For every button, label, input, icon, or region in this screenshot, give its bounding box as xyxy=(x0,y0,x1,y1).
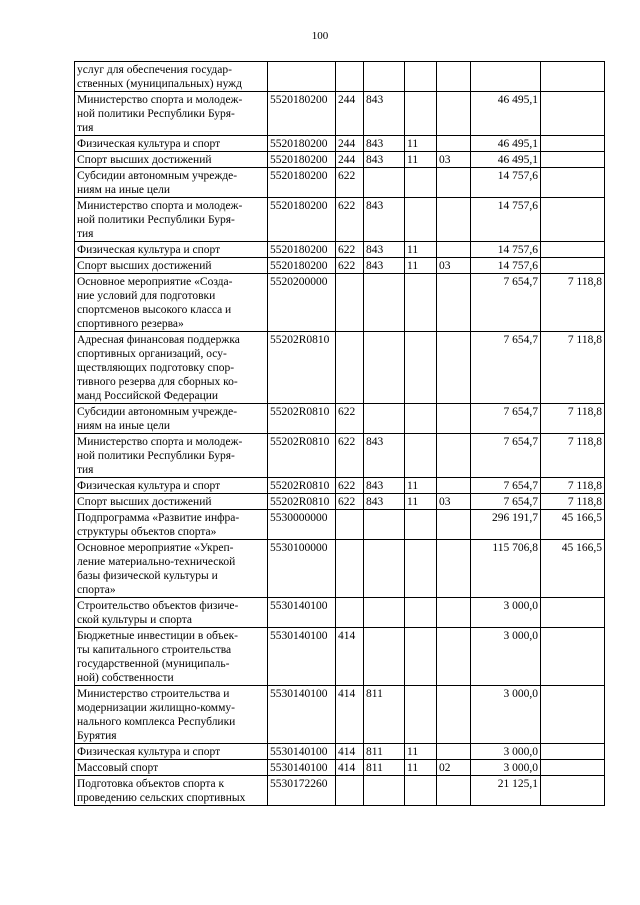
row-name-cell: Министерство спорта и молодеж- ной политики Республики Буря- тия xyxy=(75,92,268,136)
amount-1-cell: 3 000,0 xyxy=(471,628,541,686)
amount-2-cell xyxy=(541,760,605,776)
administrator-cell xyxy=(364,510,405,540)
administrator-cell xyxy=(364,168,405,198)
amount-2-cell: 7 118,8 xyxy=(541,332,605,404)
subsection-cell: 03 xyxy=(437,258,471,274)
subsection-cell xyxy=(437,92,471,136)
target-article-cell: 5530140100 xyxy=(268,686,336,744)
amount-2-cell xyxy=(541,168,605,198)
section-cell xyxy=(405,92,437,136)
table-row xyxy=(75,62,605,92)
target-article-cell: 5520180200 xyxy=(268,242,336,258)
expense-type-cell xyxy=(336,598,364,628)
administrator-cell: 843 xyxy=(364,136,405,152)
table-row xyxy=(75,494,605,510)
subsection-cell xyxy=(437,686,471,744)
section-cell xyxy=(405,686,437,744)
section-cell: 11 xyxy=(405,242,437,258)
table-row xyxy=(75,258,605,274)
amount-1-cell: 46 495,1 xyxy=(471,92,541,136)
page-number: 100 xyxy=(311,30,329,42)
target-article-cell: 5530140100 xyxy=(268,628,336,686)
amount-2-cell: 7 118,8 xyxy=(541,494,605,510)
section-cell xyxy=(405,540,437,598)
amount-2-cell xyxy=(541,628,605,686)
target-article-cell: 5530140100 xyxy=(268,598,336,628)
row-name-cell: Министерство спорта и молодеж- ной политики Республики Буря- тия xyxy=(75,434,268,478)
amount-1-cell: 14 757,6 xyxy=(471,198,541,242)
amount-2-cell xyxy=(541,242,605,258)
row-name-cell: Спорт высших достижений xyxy=(75,494,268,510)
amount-1-cell: 46 495,1 xyxy=(471,152,541,168)
expense-type-cell: 414 xyxy=(336,760,364,776)
table-row xyxy=(75,776,605,806)
subsection-cell xyxy=(437,242,471,258)
expense-type-cell: 622 xyxy=(336,168,364,198)
target-article-cell: 55202R0810 xyxy=(268,478,336,494)
expense-type-cell: 622 xyxy=(336,242,364,258)
amount-2-cell: 7 118,8 xyxy=(541,478,605,494)
expense-type-cell xyxy=(336,274,364,332)
section-cell: 11 xyxy=(405,494,437,510)
expense-type-cell xyxy=(336,540,364,598)
table-row xyxy=(75,478,605,494)
subsection-cell xyxy=(437,598,471,628)
expense-type-cell: 414 xyxy=(336,686,364,744)
amount-1-cell: 21 125,1 xyxy=(471,776,541,806)
expense-type-cell: 622 xyxy=(336,478,364,494)
amount-1-cell xyxy=(471,62,541,92)
administrator-cell: 843 xyxy=(364,198,405,242)
table-row xyxy=(75,540,605,598)
administrator-cell xyxy=(364,404,405,434)
subsection-cell: 03 xyxy=(437,152,471,168)
target-article-cell: 5520180200 xyxy=(268,152,336,168)
amount-1-cell: 3 000,0 xyxy=(471,686,541,744)
subsection-cell xyxy=(437,136,471,152)
target-article-cell: 5520180200 xyxy=(268,136,336,152)
target-article-cell: 55202R0810 xyxy=(268,434,336,478)
administrator-cell: 843 xyxy=(364,152,405,168)
expense-type-cell: 622 xyxy=(336,258,364,274)
section-cell: 11 xyxy=(405,258,437,274)
section-cell: 11 xyxy=(405,760,437,776)
row-name-cell: Основное мероприятие «Укреп- ление материально-технической базы физической культуры и спорта» xyxy=(75,540,268,598)
subsection-cell xyxy=(437,168,471,198)
subsection-cell xyxy=(437,404,471,434)
subsection-cell xyxy=(437,510,471,540)
amount-2-cell xyxy=(541,136,605,152)
administrator-cell xyxy=(364,598,405,628)
row-name-cell: Массовый спорт xyxy=(75,760,268,776)
administrator-cell: 843 xyxy=(364,258,405,274)
subsection-cell xyxy=(437,744,471,760)
section-cell: 11 xyxy=(405,744,437,760)
row-name-cell: Подпрограмма «Развитие инфра- структуры объектов спорта» xyxy=(75,510,268,540)
section-cell xyxy=(405,168,437,198)
subsection-cell xyxy=(437,478,471,494)
target-article-cell: 5530172260 xyxy=(268,776,336,806)
subsection-cell xyxy=(437,274,471,332)
administrator-cell: 843 xyxy=(364,434,405,478)
expense-type-cell: 414 xyxy=(336,744,364,760)
section-cell: 11 xyxy=(405,136,437,152)
section-cell xyxy=(405,776,437,806)
subsection-cell xyxy=(437,198,471,242)
administrator-cell: 843 xyxy=(364,92,405,136)
target-article-cell: 5530140100 xyxy=(268,744,336,760)
subsection-cell: 03 xyxy=(437,494,471,510)
expense-type-cell: 622 xyxy=(336,404,364,434)
section-cell: 11 xyxy=(405,478,437,494)
expense-type-cell: 244 xyxy=(336,152,364,168)
amount-2-cell: 45 166,5 xyxy=(541,510,605,540)
target-article-cell: 5530140100 xyxy=(268,760,336,776)
subsection-cell xyxy=(437,540,471,598)
amount-2-cell xyxy=(541,152,605,168)
table-row xyxy=(75,198,605,242)
target-article-cell: 55202R0810 xyxy=(268,494,336,510)
amount-2-cell xyxy=(541,598,605,628)
row-name-cell: Подготовка объектов спорта к проведению сельских спортивных xyxy=(75,776,268,806)
target-article-cell: 5520180200 xyxy=(268,198,336,242)
subsection-cell xyxy=(437,332,471,404)
subsection-cell: 02 xyxy=(437,760,471,776)
expense-type-cell: 622 xyxy=(336,198,364,242)
amount-1-cell: 7 654,7 xyxy=(471,332,541,404)
amount-2-cell: 7 118,8 xyxy=(541,434,605,478)
administrator-cell xyxy=(364,776,405,806)
section-cell xyxy=(405,510,437,540)
administrator-cell: 843 xyxy=(364,494,405,510)
section-cell xyxy=(405,274,437,332)
table-row xyxy=(75,332,605,404)
table-row xyxy=(75,434,605,478)
row-name-cell: Субсидии автономным учрежде- ниям на иные цели xyxy=(75,404,268,434)
amount-2-cell xyxy=(541,198,605,242)
table-row xyxy=(75,744,605,760)
row-name-cell: Физическая культура и спорт xyxy=(75,136,268,152)
amount-1-cell: 7 654,7 xyxy=(471,274,541,332)
table-row xyxy=(75,628,605,686)
table-row xyxy=(75,598,605,628)
amount-1-cell: 7 654,7 xyxy=(471,478,541,494)
amount-1-cell: 3 000,0 xyxy=(471,598,541,628)
row-name-cell: Строительство объектов физиче- ской культуры и спорта xyxy=(75,598,268,628)
amount-1-cell: 296 191,7 xyxy=(471,510,541,540)
amount-2-cell: 7 118,8 xyxy=(541,274,605,332)
budget-table-body xyxy=(75,62,605,806)
table-row xyxy=(75,510,605,540)
budget-table xyxy=(74,61,605,806)
row-name-cell: Спорт высших достижений xyxy=(75,152,268,168)
row-name-cell: Адресная финансовая поддержка спортивных организаций, осу- ществляющих подготовку спор- тивного резерва для сборных ко- манд Российской Федерации xyxy=(75,332,268,404)
target-article-cell: 55202R0810 xyxy=(268,404,336,434)
section-cell xyxy=(405,434,437,478)
subsection-cell xyxy=(437,434,471,478)
administrator-cell xyxy=(364,628,405,686)
amount-1-cell: 7 654,7 xyxy=(471,434,541,478)
subsection-cell xyxy=(437,776,471,806)
amount-1-cell: 46 495,1 xyxy=(471,136,541,152)
expense-type-cell: 622 xyxy=(336,434,364,478)
expense-type-cell: 414 xyxy=(336,628,364,686)
table-row xyxy=(75,274,605,332)
row-name-cell: Физическая культура и спорт xyxy=(75,478,268,494)
amount-1-cell: 3 000,0 xyxy=(471,760,541,776)
row-name-cell: Основное мероприятие «Созда- ние условий для подготовки спортсменов высокого класса и спортивного резерва» xyxy=(75,274,268,332)
row-name-cell: услуг для обеспечения государ- ственных (муниципальных) нужд xyxy=(75,62,268,92)
expense-type-cell: 622 xyxy=(336,494,364,510)
target-article-cell: 55202R0810 xyxy=(268,332,336,404)
amount-2-cell: 7 118,8 xyxy=(541,404,605,434)
target-article-cell: 5520180200 xyxy=(268,92,336,136)
row-name-cell: Физическая культура и спорт xyxy=(75,744,268,760)
table-row xyxy=(75,136,605,152)
subsection-cell xyxy=(437,628,471,686)
amount-1-cell: 14 757,6 xyxy=(471,168,541,198)
table-row xyxy=(75,168,605,198)
target-article-cell: 5520200000 xyxy=(268,274,336,332)
amount-1-cell: 115 706,8 xyxy=(471,540,541,598)
row-name-cell: Физическая культура и спорт xyxy=(75,242,268,258)
administrator-cell: 811 xyxy=(364,686,405,744)
expense-type-cell xyxy=(336,62,364,92)
subsection-cell xyxy=(437,62,471,92)
target-article-cell: 5520180200 xyxy=(268,168,336,198)
administrator-cell xyxy=(364,62,405,92)
section-cell xyxy=(405,332,437,404)
row-name-cell: Бюджетные инвестиции в объек- ты капитального строительства государственной (муниципаль- ной) собственности xyxy=(75,628,268,686)
amount-2-cell xyxy=(541,744,605,760)
table-row xyxy=(75,686,605,744)
amount-1-cell: 7 654,7 xyxy=(471,494,541,510)
row-name-cell: Министерство строительства и модернизации жилищно-комму- нального комплекса Республики Бурятия xyxy=(75,686,268,744)
table-row xyxy=(75,152,605,168)
amount-2-cell: 45 166,5 xyxy=(541,540,605,598)
section-cell: 11 xyxy=(405,152,437,168)
target-article-cell xyxy=(268,62,336,92)
amount-2-cell xyxy=(541,92,605,136)
administrator-cell: 843 xyxy=(364,478,405,494)
target-article-cell: 5530100000 xyxy=(268,540,336,598)
administrator-cell xyxy=(364,540,405,598)
amount-1-cell: 7 654,7 xyxy=(471,404,541,434)
amount-1-cell: 14 757,6 xyxy=(471,258,541,274)
section-cell xyxy=(405,198,437,242)
section-cell xyxy=(405,62,437,92)
amount-1-cell: 3 000,0 xyxy=(471,744,541,760)
table-row xyxy=(75,404,605,434)
administrator-cell: 843 xyxy=(364,242,405,258)
amount-2-cell xyxy=(541,258,605,274)
amount-2-cell xyxy=(541,686,605,744)
amount-1-cell: 14 757,6 xyxy=(471,242,541,258)
expense-type-cell: 244 xyxy=(336,136,364,152)
table-row xyxy=(75,760,605,776)
section-cell xyxy=(405,598,437,628)
target-article-cell: 5530000000 xyxy=(268,510,336,540)
expense-type-cell xyxy=(336,776,364,806)
amount-2-cell xyxy=(541,776,605,806)
administrator-cell xyxy=(364,274,405,332)
section-cell xyxy=(405,628,437,686)
expense-type-cell xyxy=(336,510,364,540)
administrator-cell: 811 xyxy=(364,744,405,760)
row-name-cell: Спорт высших достижений xyxy=(75,258,268,274)
expense-type-cell: 244 xyxy=(336,92,364,136)
row-name-cell: Министерство спорта и молодеж- ной политики Республики Буря- тия xyxy=(75,198,268,242)
table-row xyxy=(75,242,605,258)
target-article-cell: 5520180200 xyxy=(268,258,336,274)
table-row xyxy=(75,92,605,136)
administrator-cell: 811 xyxy=(364,760,405,776)
amount-2-cell xyxy=(541,62,605,92)
section-cell xyxy=(405,404,437,434)
administrator-cell xyxy=(364,332,405,404)
row-name-cell: Субсидии автономным учрежде- ниям на иные цели xyxy=(75,168,268,198)
expense-type-cell xyxy=(336,332,364,404)
